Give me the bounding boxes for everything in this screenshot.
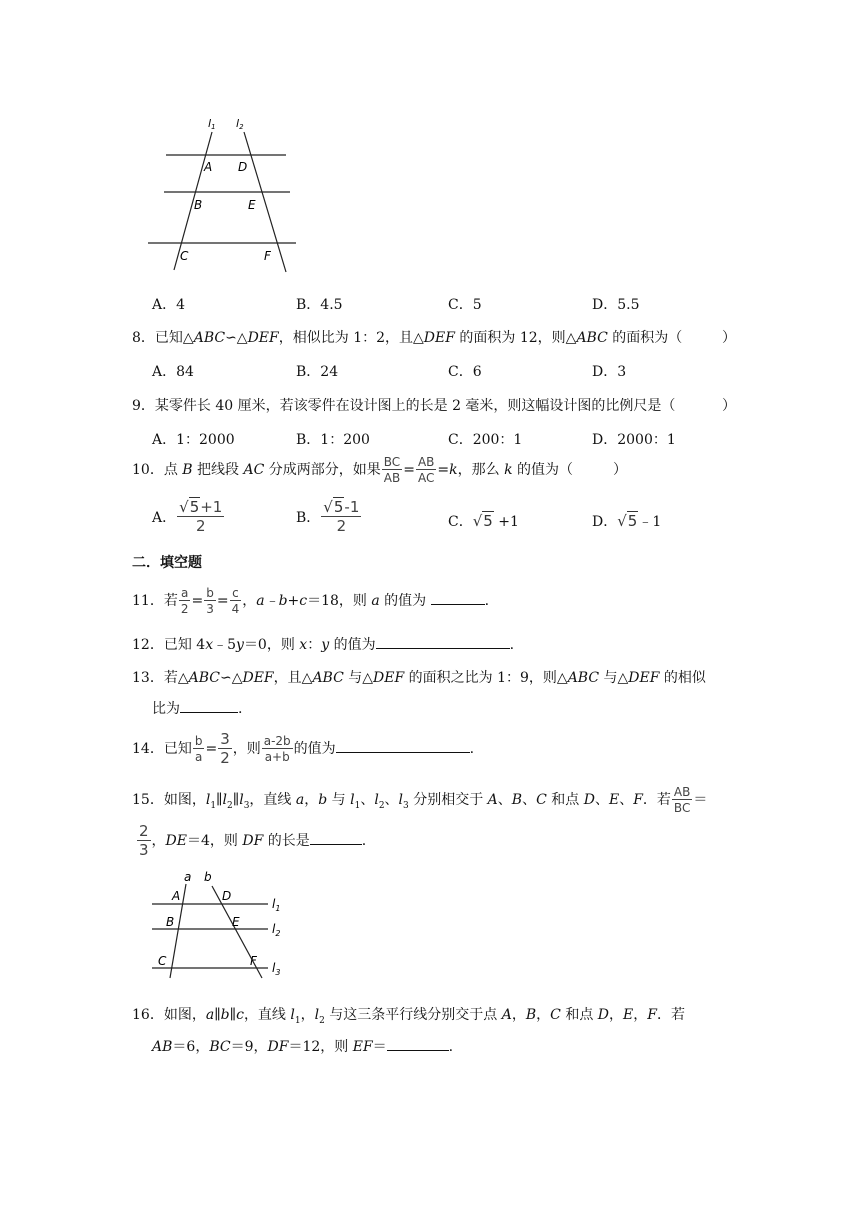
q9-option-c[interactable]: C．200：1 [448, 432, 523, 448]
q9-stem: 9．某零件长 40 厘米，若该零件在设计图上的长是 2 毫米，则这幅设计图的比例尺是（ [132, 398, 676, 414]
fig15-label-A: A [172, 889, 181, 903]
fig15-label-l3: $l_3$ [272, 961, 281, 977]
q10-option-d[interactable]: D．√5﹣1 [592, 512, 662, 530]
q11-fraction-c: $\frac{c}{4}$ [231, 586, 240, 616]
q8-option-d[interactable]: D．3 [592, 364, 627, 380]
q11-answer-blank[interactable] [431, 590, 485, 605]
q9-option-d[interactable]: D．2000：1 [592, 432, 676, 448]
q14-answer-blank[interactable] [336, 738, 470, 753]
fig15-label-B: B [166, 915, 175, 929]
q10-option-a-fraction: $\frac{√5+1}{2}$ [179, 498, 223, 535]
q11-fraction-b: $\frac{b}{3}$ [206, 586, 214, 616]
q11-stem: 11．若 $\frac{a}{2}$ = $\frac{b}{3}$ = $\frac{c}{4}$ ，a﹣b+c＝18，则 a 的值为 . [132, 586, 490, 616]
q9-close-paren: ） [722, 398, 736, 414]
q15-fraction-ab-bc: $\frac{AB}{BC}$ [673, 785, 691, 815]
fig7-label-A: A [204, 160, 213, 174]
fig15-label-D: D [222, 889, 232, 903]
fig15-label-E: E [232, 915, 240, 929]
q7-option-d[interactable]: D．5.5 [592, 297, 640, 313]
q10-option-b[interactable]: B． $\frac{√5-1}{2}$ [296, 498, 360, 535]
q15-fraction-2-3: $\frac{2}{3}$ [139, 822, 149, 859]
q8-option-b[interactable]: B．24 [296, 364, 339, 380]
section-heading-fill-in: 二．填空题 [132, 555, 202, 571]
fig7-label-C: C [180, 249, 189, 263]
q16-answer-blank[interactable] [387, 1036, 449, 1051]
q8-close-paren: ） [722, 330, 736, 346]
q7-option-b[interactable]: B．4.5 [296, 297, 343, 313]
q13-stem-line2: 比为 . [152, 698, 242, 718]
fig15-label-C: C [158, 954, 167, 968]
q15-stem-line2: $\frac{2}{3}$ ，DE＝4，则 DF 的长是 . [139, 822, 367, 859]
q15-answer-blank[interactable] [310, 830, 362, 845]
q10-option-c[interactable]: C．√5 +1 [448, 512, 519, 530]
fig7-label-D: D [238, 160, 248, 174]
q10-fraction-bc-ab: $\frac{BC}{AB}$ [383, 455, 401, 485]
q12-stem: 12．已知 4x﹣5y＝0，则 x：y 的值为 . [132, 634, 514, 654]
fig7-label-B: B [194, 198, 203, 212]
q16-stem: 16．如图，a∥b∥c，直线 $l_1$，$l_2$ 与这三条平行线分别交于点 A，B，C 和点 D，E，F．若 [132, 1007, 685, 1026]
fig15-label-b: b [204, 870, 212, 884]
q14-fraction-b-a: $\frac{b}{a}$ [194, 734, 203, 764]
q8-option-a[interactable]: A．84 [152, 364, 194, 380]
q8-stem: 8．已知△ABC∽△DEF，相似比为 1：2，且△DEF 的面积为 12，则△ABC 的面积为（ [132, 330, 683, 346]
q8-option-c[interactable]: C．6 [448, 364, 482, 380]
q12-answer-blank[interactable] [376, 634, 510, 649]
q10-option-b-fraction: $\frac{√5-1}{2}$ [323, 498, 360, 535]
fig7-label-E: E [248, 198, 256, 212]
fig7-label-F: F [264, 249, 271, 263]
q7-figure [140, 112, 300, 282]
q7-option-c[interactable]: C．5 [448, 297, 482, 313]
q9-option-b[interactable]: B．1：200 [296, 432, 370, 448]
fig7-label-l2: l2 [236, 117, 244, 131]
q10-stem: 10．点 B 把线段 AC 分成两部分，如果 $\frac{BC}{AB}$ = $\frac{AB}{AC}$ =k，那么 k 的值为（ ） [132, 455, 628, 485]
q9-option-a[interactable]: A．1：2000 [152, 432, 235, 448]
q15-figure [148, 868, 298, 980]
q11-fraction-a: $\frac{a}{2}$ [180, 586, 189, 616]
fig7-label-l1: l1 [208, 117, 216, 131]
q10-option-a[interactable]: A． $\frac{√5+1}{2}$ [152, 498, 223, 535]
q15-stem: 15．如图，$l_1\parallel l_2\parallel l_3$，直线 a，b 与 $l_1$、$l_2$、$l_3$ 分别相交于 A、B、C 和点 D、E、F．若 $\frac{AB}{BC}$ ＝ [132, 785, 708, 815]
fig15-label-l1: $l_1$ [272, 897, 281, 913]
q7-option-a[interactable]: A．4 [152, 297, 186, 313]
fig15-label-l2: $l_2$ [272, 922, 281, 938]
q10-fraction-ab-ac: $\frac{AB}{AC}$ [417, 455, 435, 485]
q14-fraction-3-2: $\frac{3}{2}$ [220, 730, 230, 767]
q13-answer-blank[interactable] [180, 698, 238, 713]
q16-stem-line2: AB＝6，BC＝9，DF＝12，则 EF＝ . [152, 1036, 453, 1056]
q14-fraction-expression: $\frac{a-2b}{a+b}$ [263, 734, 291, 764]
fig15-label-F: F [250, 954, 257, 968]
q13-stem: 13．若△ABC∽△DEF，且△ABC 与△DEF 的面积之比为 1：9，则△ABC 与△DEF 的相似 [132, 670, 706, 686]
q14-stem: 14．已知 $\frac{b}{a}$ = $\frac{3}{2}$ ，则 $\frac{a-2b}{a+b}$ 的值为 . [132, 730, 475, 767]
fig15-label-a: a [184, 870, 192, 884]
